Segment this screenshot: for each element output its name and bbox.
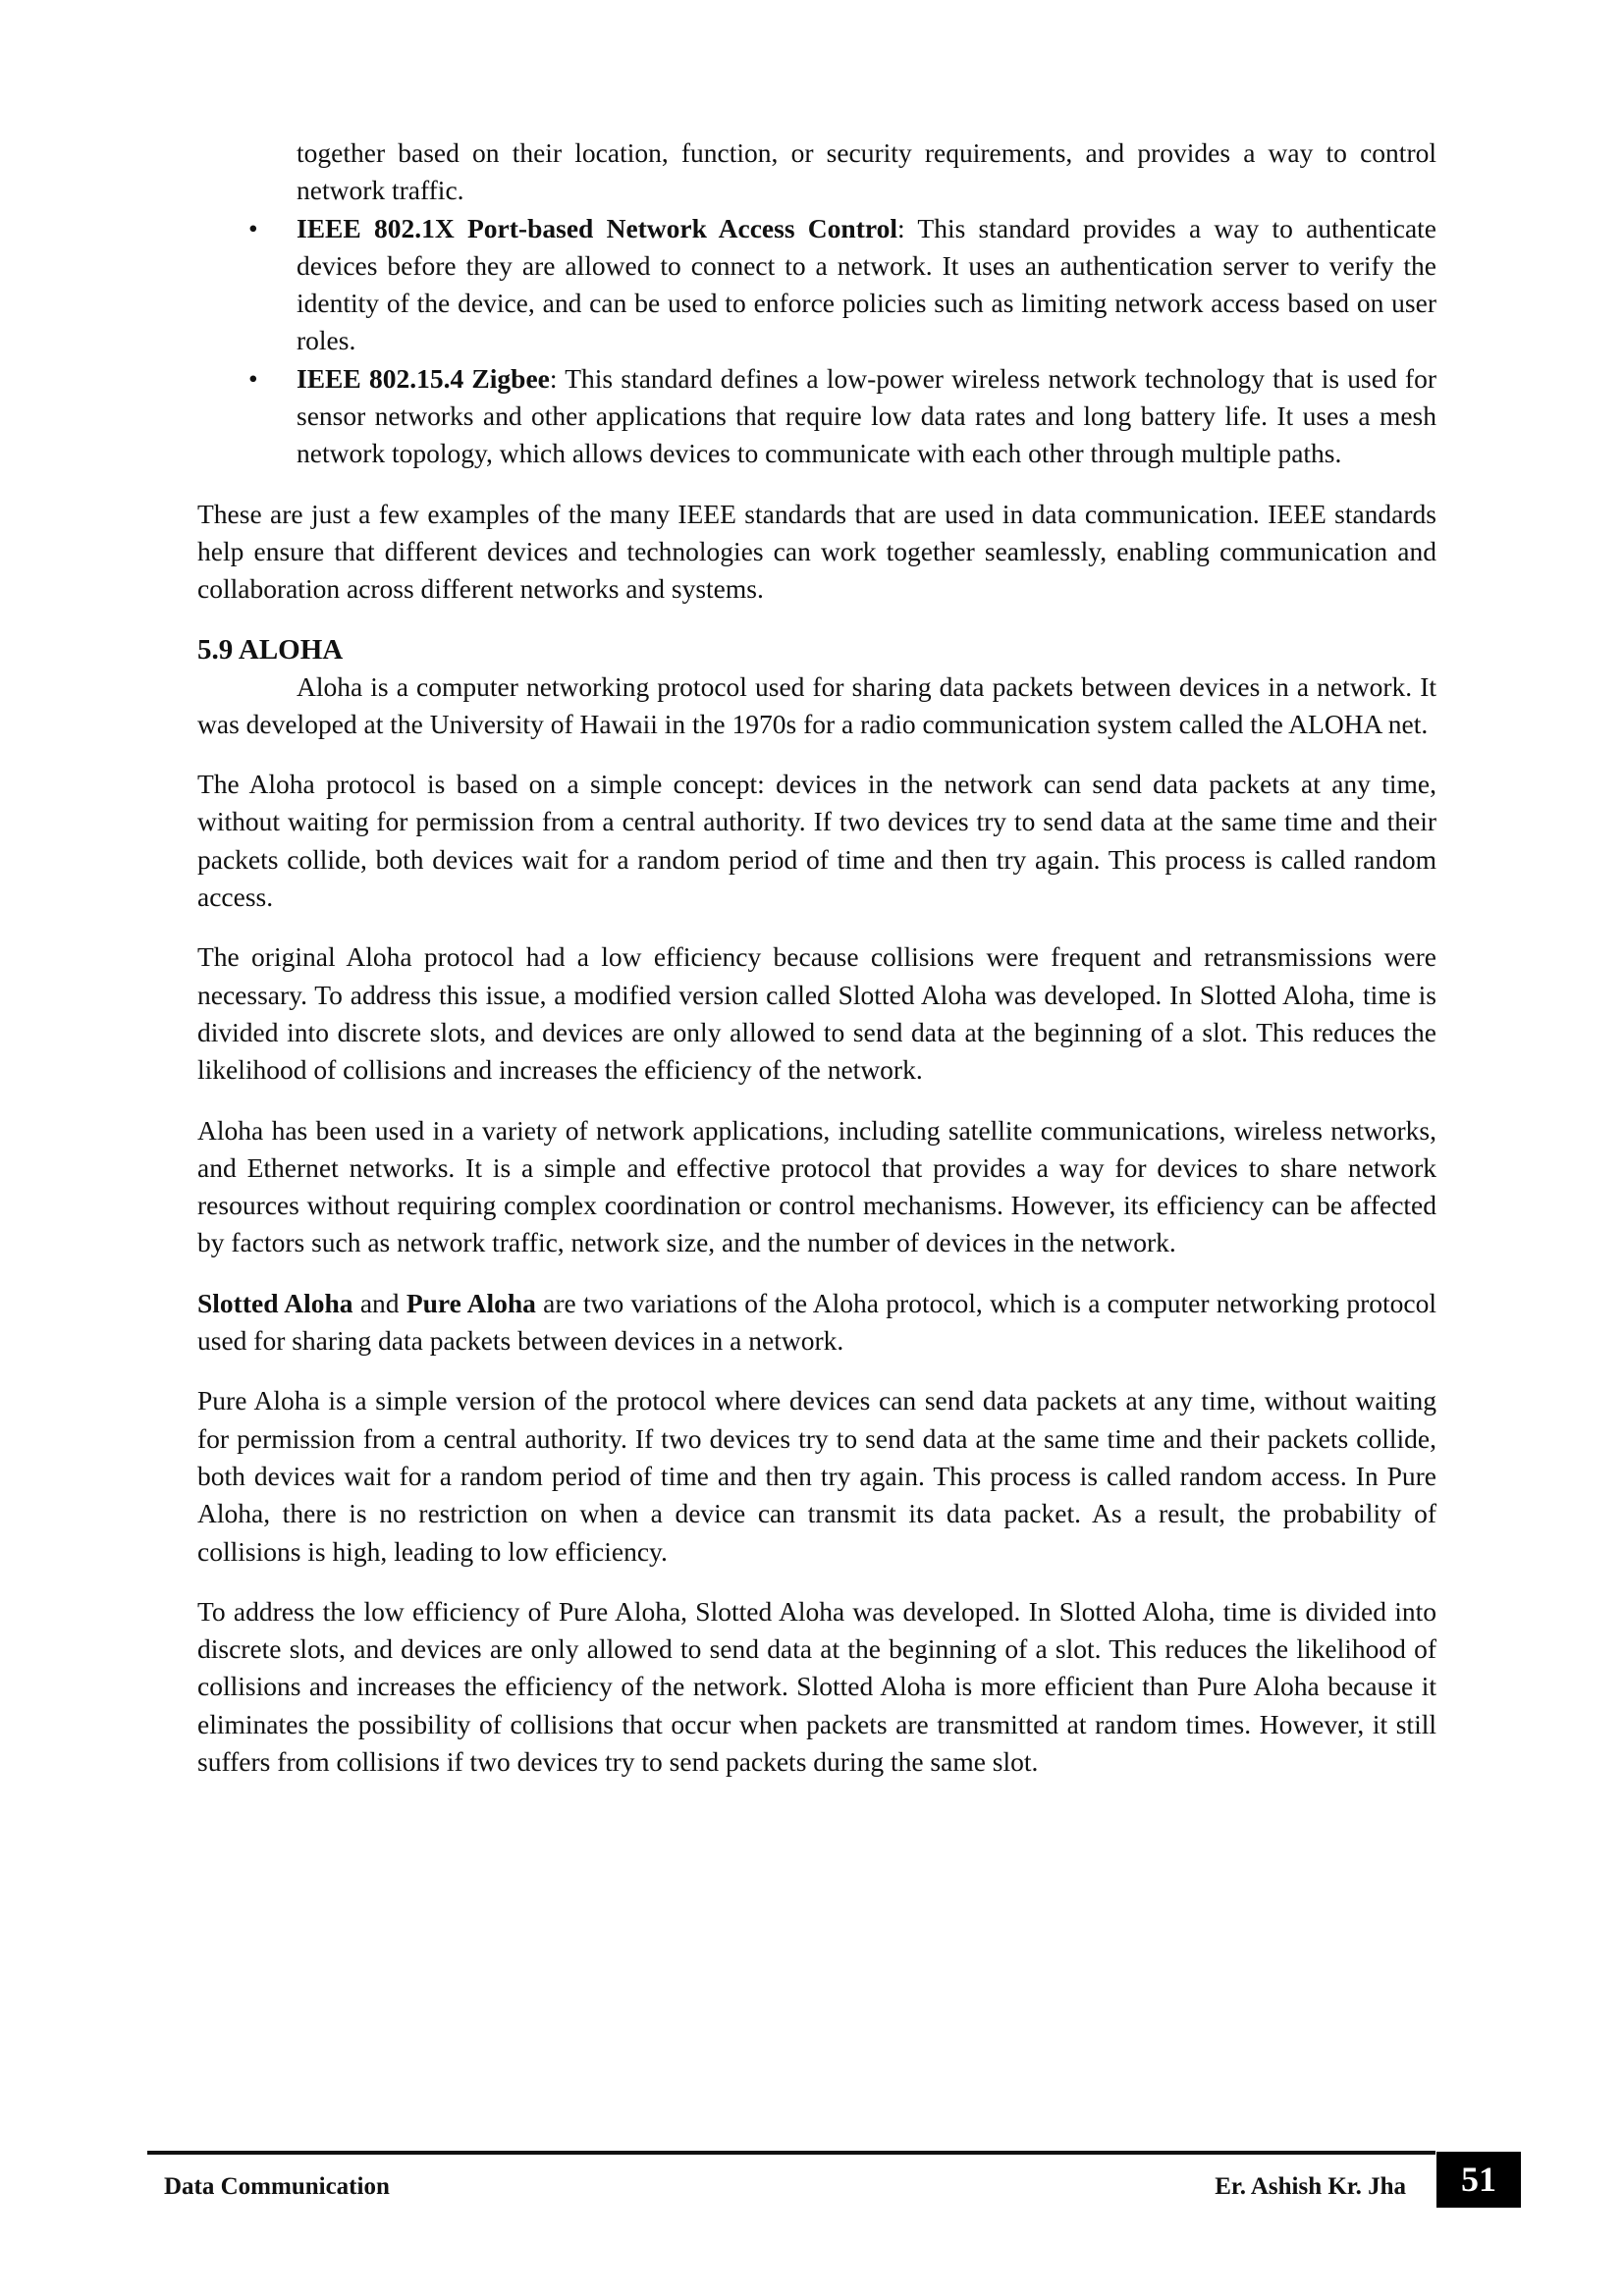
list-item <box>197 360 1436 473</box>
variations-rest: are two variations of the Aloha protocol, which is a computer networking protocol used for sharing data packets between devices in a network. <box>197 1287 1436 1357</box>
paragraph: To address the low efficiency of Pure Aloha, Slotted Aloha was developed. In Slotted Aloha, time is divided into discrete slots, and devices are only allowed to send data at the beginning of a slot. This reduces the likelihood of collisions and increases the efficiency of the network. Slotted Aloha is more efficient than Pure Aloha because it eliminates the possibility of collisions that occur when packets are transmitted at random times. However, it still suffers from collisions if two devices try to send packets during the same slot. <box>197 1595 1436 1777</box>
bullet-icon: • <box>248 212 258 243</box>
page-number: 51 <box>1436 2152 1521 2208</box>
term-pure: Pure Aloha <box>406 1287 536 1318</box>
standards-list <box>197 210 1436 473</box>
paragraph: Aloha has been used in a variety of network applications, including satellite communications, wireless networks, and Ethernet networks. It is a simple and effective protocol that provides a way for devices to share network resources without requiring complex coordination or control mechanisms. However, its efficiency can be affected by factors such as network traffic, network size, and the number of devices in the network. <box>197 1114 1436 1258</box>
bullet-text: : This standard defines a low-power wireless network technology that is used for sensor networks and other applications that require low data rates and long battery life. It uses a mesh network topology, which allows devices to communicate with each other through multiple paths. <box>297 362 1436 469</box>
page-content <box>197 134 1436 1781</box>
joiner: and <box>352 1287 406 1318</box>
bullet-icon: • <box>248 362 258 394</box>
bullet-term: IEEE 802.1X Port-based Network Access Control <box>297 212 897 243</box>
footer-book-title: Data Communication <box>164 2173 390 2200</box>
list-item <box>197 210 1436 360</box>
paragraph: The Aloha protocol is based on a simple concept: devices in the network can send data packets at any time, without waiting for permission from a central authority. If two devices try to send data at the same time and their packets collide, both devices wait for a random period of time and then try again. This process is called random access. <box>197 769 1436 913</box>
section-heading: 5.9 ALOHA <box>197 633 344 666</box>
bullet-text: : This standard provides a way to authenticate devices before they are allowed to connect to a network. It uses an authentication server to verify the identity of the device, and can be used to enforce policies such as limiting network access based on user roles. <box>297 212 1437 356</box>
paragraph: Pure Aloha is a simple version of the protocol where devices can send data packets at any time, without waiting for permission from a central authority. If two devices try to send data at the same time and their packets collide, both devices wait for a random period of time and then try again. This process is called random access. In Pure Aloha, there is no restriction on when a device can transmit its data packet. As a result, the probability of collisions is high, leading to low efficiency. <box>197 1385 1436 1567</box>
intro-continuation: together based on their location, function, or security requirements, and provides a way to control network traffic. <box>297 137 1436 206</box>
term-slotted: Slotted Aloha <box>197 1287 353 1318</box>
paragraph: The original Aloha protocol had a low efficiency because collisions were frequent and retransmissions were necessary. To address this issue, a modified version called Slotted Aloha was developed. In Slotted Aloha, time is divided into discrete slots, and devices are only allowed to send data at the beginning of a slot. This reduces the likelihood of collisions and increases the efficiency of the network. <box>197 941 1436 1086</box>
footer-divider <box>147 2151 1435 2155</box>
paragraph: Aloha is a computer networking protocol used for sharing data packets between devices in a network. It was developed at the University of Hawaii in the 1970s for a radio communication system called the ALOHA net. <box>197 670 1436 739</box>
variations-paragraph <box>197 1285 1436 1361</box>
summary-paragraph: These are just a few examples of the many IEEE standards that are used in data communication. IEEE standards help ensure that different devices and technologies can work together seamlessly, enabling communication and collaboration across different networks and systems. <box>197 498 1436 605</box>
bullet-term: IEEE 802.15.4 Zigbee <box>297 362 550 394</box>
footer-author: Er. Ashish Kr. Jha <box>1215 2173 1406 2200</box>
